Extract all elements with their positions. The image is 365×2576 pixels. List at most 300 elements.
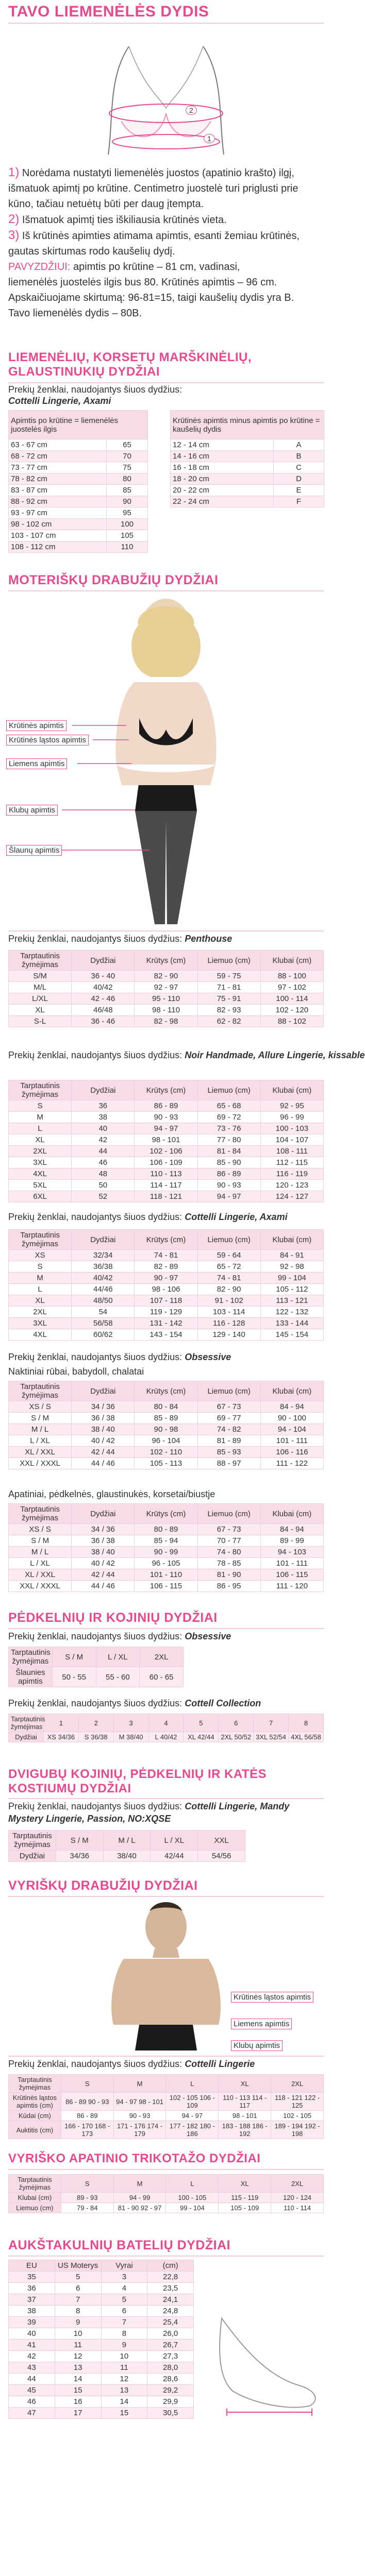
table-cell: 24,1 [147, 2294, 194, 2306]
table-header-cell: Klubai (cm) [260, 1381, 323, 1401]
table-cell: S / M [9, 1535, 72, 1547]
table-cell: 68 - 72 cm [9, 451, 107, 462]
tights-brand-note-1: Prekių ženklai, naudojantys šiuos dydžius: Obsessive [8, 1631, 231, 1641]
table-cell: XS / S [9, 1401, 72, 1413]
table-cell: 75 [107, 462, 148, 473]
table-cell: 15 [101, 2408, 147, 2419]
table-cell: M [9, 1112, 72, 1123]
table-row [9, 485, 148, 496]
table-cell: 82 - 90 [135, 971, 197, 982]
table-header-row [9, 2260, 194, 2272]
table-header-cell: Tarptautinis žymėjimas [9, 2075, 61, 2093]
tights-table-cottell [8, 1714, 324, 1742]
table-cell: 96 - 104 [135, 1435, 197, 1447]
table-cell: 105 [107, 530, 148, 541]
table-cell: 25,4 [147, 2317, 194, 2328]
table-row [9, 496, 148, 507]
table-cell: 101 - 110 [135, 1569, 197, 1581]
table-header-cell: 3 [113, 1714, 148, 1732]
intro-text [8, 165, 324, 321]
table-cell: XS [9, 1250, 72, 1261]
table-header-cell: Tarptautinis žymėjimas [9, 1831, 56, 1851]
table-header-cell: XL [219, 2175, 271, 2193]
table-cell: 118 - 121 [135, 1191, 197, 1202]
table-cell: M / L [9, 1547, 72, 1558]
table-header-cell: 1 [43, 1714, 78, 1732]
table-cell: 42 / 44 [72, 1447, 135, 1458]
table-cell: 59 - 75 [197, 971, 260, 982]
table-header-cell: Tarptautinis žymėjimas [9, 2175, 61, 2193]
mens-label-chest: Krūtinės ląstos apimtis [231, 1992, 313, 2003]
table-header-cell: 8 [289, 1714, 324, 1732]
table-row [9, 1180, 324, 1191]
table-cell: 73 - 77 cm [9, 462, 107, 473]
table-cell: 90 - 100 [260, 1413, 323, 1424]
table-cell: L 40/42 [148, 1732, 184, 1742]
table-cell: 95 - 110 [135, 993, 197, 1005]
table-header-cell: M / L [103, 1831, 151, 1851]
table-cell: 116 - 119 [260, 1168, 323, 1180]
table-cell: 131 - 142 [135, 1318, 197, 1329]
table-row [9, 2294, 194, 2306]
womens-table-lingerie [8, 1503, 324, 1592]
table-header-row [9, 1714, 324, 1732]
table-cell: XL / XXL [9, 1569, 72, 1581]
table-cell: 102 - 105 [271, 2111, 324, 2121]
table-cell: 34/36 [56, 1851, 103, 1862]
table-cell: Auktitis (cm) [9, 2121, 61, 2139]
table-cell: 28,0 [147, 2362, 194, 2374]
table-row [9, 473, 148, 485]
table-header-cell: Klubai (cm) [260, 1504, 323, 1524]
table-cell: 129 - 140 [197, 1329, 260, 1341]
table-cell: 12 [55, 2351, 101, 2362]
table-cell: 71 - 81 [197, 982, 260, 993]
table-cell: 94 - 99 [113, 2193, 166, 2203]
table-cell: 40 / 42 [72, 1435, 135, 1447]
table-header-row [9, 1381, 324, 1401]
table-cell: 3XL 52/54 [254, 1732, 289, 1742]
tights-table-obsessive [8, 1647, 184, 1687]
table-cell: 118 - 121 122 - 125 [271, 2093, 324, 2111]
table-cell: 4XL [9, 1168, 72, 1180]
table-cell: 22 - 24 cm [171, 496, 274, 507]
table-cell: 111 - 122 [260, 1458, 323, 1469]
table-cell: 50 [72, 1180, 135, 1191]
table-cell: 46 [72, 1157, 135, 1168]
table-cell: 4XL 56/58 [289, 1732, 324, 1742]
table-cell: S [9, 1100, 72, 1112]
table-row [9, 2283, 194, 2294]
mens-table [8, 2074, 324, 2139]
table-header-row [9, 2075, 324, 2093]
tights-section-title: PĖDKELNIŲ IR KOJINIŲ DYDŽIAI [8, 1611, 218, 1625]
womens-brand-note-3: Prekių ženklai, naudojantys šiuos dydžius: Cottelli Lingerie, Axami [8, 1212, 288, 1222]
table-cell: 44 / 46 [72, 1581, 135, 1592]
table-cell: 110 - 113 [135, 1168, 197, 1180]
table-cell: 82 - 93 [197, 1005, 260, 1016]
table-cell: 86 - 95 [197, 1581, 260, 1592]
table-header-cell: S [61, 2175, 113, 2193]
table-cell: 90 [107, 496, 148, 507]
table-cell: 85 [107, 485, 148, 496]
table-cell: XL / XXL [9, 1447, 72, 1458]
band-size-header: Apimtis po krūtine = liemenėlės juostelės ilgis [9, 411, 148, 439]
tights-divider [8, 1628, 324, 1629]
table-cell: B [274, 451, 324, 462]
womens-label-hips: Klubų apimtis [6, 805, 58, 816]
mens-divider [8, 1896, 324, 1897]
table-row [9, 1329, 324, 1341]
table-cell: 26,7 [147, 2340, 194, 2351]
table-cell: 65 - 72 [197, 1261, 260, 1273]
table-header-cell: XXL [198, 1831, 245, 1851]
table-cell: 9 [55, 2317, 101, 2328]
mens-divider-2 [8, 2056, 324, 2057]
table-header-cell: Dydžiai [72, 1381, 135, 1401]
band-size-table [8, 410, 148, 553]
table-cell: 94 - 97 [135, 1123, 197, 1134]
bra-brand: Cottelli Lingerie, Axami [8, 396, 111, 406]
table-row [9, 1547, 324, 1558]
table-cell: 177 - 182 180 - 186 [166, 2121, 219, 2139]
table-cell: 2XL [9, 1307, 72, 1318]
table-cell: 90 - 93 [135, 1112, 197, 1123]
table-row [9, 1424, 324, 1435]
table-cell: 120 - 124 [271, 2193, 324, 2203]
table-row [9, 1435, 324, 1447]
table-cell: 98 - 110 [135, 1005, 197, 1016]
table-cell: 110 - 114 [271, 2203, 324, 2213]
table-header-cell: 6 [219, 1714, 254, 1732]
table-row [9, 1401, 324, 1413]
table-cell: 86 - 89 [135, 1100, 197, 1112]
table-cell: 6 [55, 2283, 101, 2294]
table-cell: 55 - 60 [96, 1667, 140, 1687]
womens-note-lingerie: Apatiniai, pėdkelnės, glaustinukės, korsetai/biustje [8, 1489, 215, 1499]
table-cell: 98 - 101 [219, 2111, 271, 2121]
table-cell: E [274, 485, 324, 496]
womens-divider-2 [8, 930, 324, 931]
table-row [9, 1261, 324, 1273]
table-row [9, 2193, 324, 2203]
table-cell: 6 [101, 2306, 147, 2317]
table-cell: 29,2 [147, 2385, 194, 2396]
table-cell: 56/58 [72, 1318, 135, 1329]
table-row [9, 1100, 324, 1112]
table-cell: M/L [9, 982, 72, 993]
intro-example-3: Apskaičiuojame skirtumą: 96-81=15, taigi kaušelių dydis yra B. [8, 292, 294, 303]
table-cell: 24,8 [147, 2306, 194, 2317]
table-cell: 69 - 72 [197, 1112, 260, 1123]
table-cell: 88 - 102 [260, 1016, 323, 1027]
table-cell: 44 [9, 2374, 55, 2385]
table-cell: M 38/40 [113, 1732, 148, 1742]
table-cell: 92 - 97 [135, 982, 197, 993]
cup-size-header: Krūtinės apimtis minus apimtis po krūtine = kaušelių dydis [171, 411, 324, 439]
table-header-cell: Liemuo (cm) [197, 1504, 260, 1524]
table-row [9, 1016, 324, 1027]
table-cell: 86 - 89 90 - 93 [61, 2093, 113, 2111]
table-cell: 67 - 73 [197, 1401, 260, 1413]
mens-model-illustration [77, 1901, 255, 2050]
table-cell: 29,9 [147, 2396, 194, 2408]
table-cell: 12 - 14 cm [171, 439, 274, 451]
table-cell: 98 - 102 cm [9, 519, 107, 530]
table-cell: 70 [107, 451, 148, 462]
table-cell: L/XL [9, 993, 72, 1005]
table-cell: 17 [55, 2408, 101, 2419]
table-cell: 42 [72, 1134, 135, 1146]
table-cell: 113 - 121 [260, 1295, 323, 1307]
table-row [9, 519, 148, 530]
table-cell: 16 - 18 cm [171, 462, 274, 473]
table-header-cell: Krūtys (cm) [135, 1381, 197, 1401]
table-row [9, 1005, 324, 1016]
table-cell: 96 - 105 [135, 1558, 197, 1569]
bra-divider [8, 382, 324, 383]
table-cell: Kūdai (cm) [9, 2111, 61, 2121]
table-cell: 89 - 99 [260, 1535, 323, 1547]
table-row [171, 462, 324, 473]
table-cell: 75 - 91 [197, 993, 260, 1005]
table-row [9, 1250, 324, 1261]
womens-brand-note-2: Prekių ženklai, naudojantys šiuos dydžius: Noir Handmade, Allure Lingerie, kissable [8, 1050, 365, 1060]
table-cell: 40 [9, 2328, 55, 2340]
table-row [171, 485, 324, 496]
table-cell: 189 - 194 192 - 198 [271, 2121, 324, 2139]
table-cell: 94 - 104 [260, 1424, 323, 1435]
table-cell: 5 [101, 2294, 147, 2306]
table-cell: 82 - 98 [135, 1016, 197, 1027]
table-cell: 119 - 129 [135, 1307, 197, 1318]
table-row [9, 1191, 324, 1202]
table-cell: 2XL 50/52 [219, 1732, 254, 1742]
table-cell: 14 - 16 cm [171, 451, 274, 462]
table-cell: S [9, 1261, 72, 1273]
table-cell: 6XL [9, 1191, 72, 1202]
table-row [9, 507, 148, 519]
table-cell: 44 [72, 1146, 135, 1157]
table-cell: 74 - 82 [197, 1424, 260, 1435]
marker-1: 1 [204, 134, 215, 143]
table-cell: 40 [72, 1123, 135, 1134]
table-row [9, 1307, 324, 1318]
table-cell: 108 - 111 [260, 1146, 323, 1157]
table-cell: 46/48 [72, 1005, 135, 1016]
table-cell: 89 - 93 [61, 2193, 113, 2203]
table-cell: 36 - 40 [72, 971, 135, 982]
table-cell: 60 - 65 [140, 1667, 184, 1687]
table-cell: 112 - 115 [260, 1157, 323, 1168]
table-cell: L / XL [9, 1558, 72, 1569]
table-cell: 82 - 89 [135, 1261, 197, 1273]
table-row [9, 1284, 324, 1295]
table-cell: 79 - 84 [61, 2203, 113, 2213]
womens-section-title: MOTERIŠKŲ DRABUŽIŲ DYDŽIAI [8, 573, 219, 587]
table-cell: 103 - 114 [197, 1307, 260, 1318]
table-cell: 122 - 132 [260, 1307, 323, 1318]
table-cell: 5 [55, 2272, 101, 2283]
menunder-section-title: VYRIŠKO APATINIO TRIKOTAŽO DYDŽIAI [8, 2151, 261, 2165]
table-cell: 183 - 188 186 - 192 [219, 2121, 271, 2139]
womens-label-bust: Krūtinės apimtis [6, 720, 67, 731]
table-cell: 54/56 [198, 1851, 245, 1862]
table-cell: 110 - 113 114 - 117 [219, 2093, 271, 2111]
intro-step-3: 3) Iš krūtinės apimties atimama apimtis, esanti žemiau krūtinės, gautas skirtumas rodo kaušelių dydį. [8, 228, 300, 257]
table-row [9, 2203, 324, 2213]
dual-table [8, 1830, 245, 1862]
table-header-cell: 2XL [140, 1647, 184, 1667]
table-row [9, 2317, 194, 2328]
marker-2: 2 [186, 106, 197, 115]
mens-section-title: VYRIŠKŲ DRABUŽIŲ DYDŽIAI [8, 1878, 198, 1893]
table-cell: 69 - 77 [197, 1413, 260, 1424]
womens-label-thighs: Šlaunų apimtis [6, 845, 62, 856]
table-cell: 105 - 113 [135, 1458, 197, 1469]
table-cell: 23,5 [147, 2283, 194, 2294]
table-cell: 48 [72, 1168, 135, 1180]
table-cell: 94 - 103 [260, 1547, 323, 1558]
table-cell: 14 [101, 2396, 147, 2408]
table-cell: 81 - 90 92 - 97 [113, 2203, 166, 2213]
heels-divider [8, 2256, 324, 2257]
womens-table-nightwear [8, 1381, 324, 1469]
table-header-cell: Krūtys (cm) [135, 951, 197, 971]
dual-divider [8, 1798, 324, 1799]
table-row [9, 2328, 194, 2340]
table-row [9, 1413, 324, 1424]
table-cell: 18 - 20 cm [171, 473, 274, 485]
table-row [9, 439, 148, 451]
table-cell: D [274, 473, 324, 485]
table-cell: 104 - 107 [260, 1134, 323, 1146]
table-cell: 98 - 106 [135, 1284, 197, 1295]
table-row [9, 2385, 194, 2396]
title-divider [8, 23, 324, 24]
table-cell: 106 - 115 [135, 1581, 197, 1592]
table-row [9, 1318, 324, 1329]
table-cell: XL [9, 1295, 72, 1307]
table-cell: 111 - 120 [260, 1581, 323, 1592]
dual-brand-note: Prekių ženklai, naudojantys šiuos dydžius: Cottelli Lingerie, Mandy Mystery Lingerie, Passion, NO:XQSE [8, 1801, 290, 1824]
bra-section-title: LIEMENĖLIŲ, KORSETŲ MARŠKINĖLIŲ, GLAUSTINUKIŲ DYDŽIAI [8, 350, 252, 379]
womens-divider [8, 590, 324, 591]
table-cell: 13 [55, 2362, 101, 2374]
intro-step-2: 2) Išmatuok apimtį ties iškiliausia krūtinės vieta. [8, 212, 227, 226]
intro-example-2: liemenėlės juostelės ilgis bus 80. Krūtinės apimtis – 96 cm. [8, 277, 277, 288]
table-header-cell: Tarptautinis žymėjimas [9, 1504, 72, 1524]
table-cell: 38/40 [103, 1851, 151, 1862]
table-cell: 59 - 64 [197, 1250, 260, 1261]
table-cell: 60/62 [72, 1329, 135, 1341]
table-row [9, 2111, 324, 2121]
table-row [171, 496, 324, 507]
table-cell: M / L [9, 1424, 72, 1435]
table-cell: XXL / XXXL [9, 1581, 72, 1592]
table-cell: 34 / 36 [72, 1401, 135, 1413]
table-cell: 100 - 105 [166, 2193, 219, 2203]
table-cell: 90 - 99 [135, 1547, 197, 1558]
mens-label-waist: Liemens apimtis [231, 2019, 292, 2029]
table-cell: 12 [101, 2374, 147, 2385]
table-cell: S 36/38 [78, 1732, 113, 1742]
table-row [9, 2121, 324, 2139]
table-header-cell: 4 [148, 1714, 184, 1732]
table-cell: 74 - 81 [135, 1250, 197, 1261]
table-cell: 96 - 99 [260, 1112, 323, 1123]
table-cell: 40 / 42 [72, 1558, 135, 1569]
table-row [9, 1851, 245, 1862]
table-cell: 100 - 114 [260, 993, 323, 1005]
table-cell: Šlaunies apimtis [9, 1667, 53, 1687]
table-cell: 94 - 97 [166, 2111, 219, 2121]
table-cell: 38 / 40 [72, 1424, 135, 1435]
table-cell: 36/38 [72, 1261, 135, 1273]
table-cell: 86 - 89 [197, 1168, 260, 1180]
table-cell: 11 [55, 2340, 101, 2351]
womens-label-waist: Liemens apimtis [6, 758, 67, 769]
table-cell: 38 [72, 1112, 135, 1123]
table-cell: 2XL [9, 1146, 72, 1157]
table-cell: 45 [9, 2385, 55, 2396]
table-cell: 40/42 [72, 982, 135, 993]
table-header-cell: L [166, 2175, 219, 2193]
table-header-cell: L / XL [96, 1647, 140, 1667]
table-cell: 110 [107, 541, 148, 553]
table-cell: 88 - 100 [260, 971, 323, 982]
table-cell: 90 - 93 [113, 2111, 166, 2121]
table-cell: 95 [107, 507, 148, 519]
table-row [9, 2408, 194, 2419]
table-cell: 99 - 104 [166, 2203, 219, 2213]
table-cell: 85 - 89 [135, 1413, 197, 1424]
table-row [171, 473, 324, 485]
table-row [171, 439, 324, 451]
table-cell: 85 - 93 [197, 1447, 260, 1458]
table-cell: 100 - 103 [260, 1123, 323, 1134]
table-cell: 101 - 111 [260, 1558, 323, 1569]
heels-section-title: AUKŠTAKULNIŲ BATELIŲ DYDŽIAI [8, 2238, 231, 2252]
table-cell: 97 - 102 [260, 982, 323, 993]
table-cell: 77 - 80 [197, 1134, 260, 1146]
table-header-row [9, 2175, 324, 2193]
intro-step-1: 1) Norėdama nustatyti liemenėlės juostos (apatinio krašto) ilgį, išmatuok apimtį po krūtine. Centimetro juostelė turi priglusti prie kūno, tačiau netuėtų būti per daug įtempta. [8, 165, 298, 210]
table-cell: 8 [101, 2328, 147, 2340]
table-header-row [9, 1647, 184, 1667]
table-cell: 36 [72, 1100, 135, 1112]
table-cell: 90 - 93 [197, 1180, 260, 1191]
table-row [9, 1112, 324, 1123]
table-cell: 43 [9, 2362, 55, 2374]
table-cell: 93 - 97 cm [9, 507, 107, 519]
table-header-row [9, 1504, 324, 1524]
table-cell: A [274, 439, 324, 451]
table-cell: 133 - 144 [260, 1318, 323, 1329]
table-cell: 32/34 [72, 1250, 135, 1261]
table-cell: 108 - 112 cm [9, 541, 107, 553]
heels-table [8, 2260, 194, 2419]
table-cell: 86 - 89 [61, 2111, 113, 2121]
table-row [9, 2306, 194, 2317]
table-cell: 116 - 128 [197, 1318, 260, 1329]
table-row [9, 1458, 324, 1469]
womens-table-penthouse [8, 950, 324, 1027]
table-cell: XXL / XXXL [9, 1458, 72, 1469]
table-cell: 15 [55, 2385, 101, 2396]
table-header-cell: Klubai (cm) [260, 1080, 323, 1100]
table-cell: 106 - 115 [260, 1569, 323, 1581]
